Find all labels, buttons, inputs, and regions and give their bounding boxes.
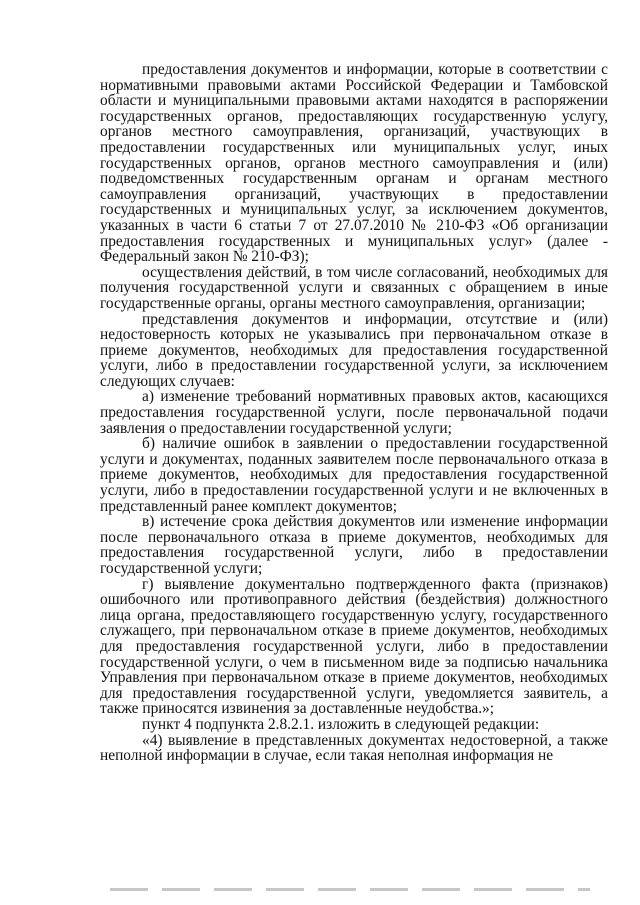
- paragraph-3: представления документов и информации, отсутствие и (или) недостоверность которых не указывались при первоначальном отказе в приеме документов, необходимых для предоставления государственной услуги, либо в предоставлении государственной услуги, за исключением следующих случаев:: [100, 310, 608, 390]
- list-item-g: г) выявление документально подтвержденного факта (признаков) ошибочного или противоправного действия (бездействия) должностного лица органа, предоставляющего государственную услугу, государственного служащего, при первоначальном отказе в приеме документов, необходимых для предоставления государственной услуги, либо в предоставлении государственной услуги, о чем в письменном виде за подписью начальника Управления при первоначальном отказе в приеме документов, необходимых для предоставления государственной услуги, уведомляется заявитель, а также приносятся извинения за доставленные неудобства.»;: [100, 575, 608, 718]
- list-item-b: б) наличие ошибок в заявлении о предоставлении государственной услуги и документах, поданных заявителем после первоначального отказа в приеме документов, необходимых для предоставления государственной услуги, либо в предоставлении государственной услуги и не включенных в представленный ранее комплект документов;: [100, 435, 608, 515]
- paragraph-2: осуществления действий, в том числе согласований, необходимых для получения государственной услуги и связанных с обращением в иные государственные органы, органы местного самоуправления, организации;: [100, 263, 608, 312]
- scan-artifact-line: [110, 888, 590, 891]
- paragraph-amendment-text: «4) выявление в представленных документах недостоверной, а также неполной информации в случае, если такая неполная информация не: [100, 731, 608, 765]
- list-item-v: в) истечение срока действия документов или изменение информации после первоначального отказа в приеме документов, необходимых для предоставления государственной услуги, либо в предоставлении государственной услуги;: [100, 513, 608, 577]
- paragraph-amendment-intro: пункт 4 подпункта 2.8.2.1. изложить в следующей редакции:: [142, 715, 540, 733]
- paragraph-1: предоставления документов и информации, которые в соответствии с нормативными правовыми актами Российской Федерации и Тамбовской области и муниципальными правовыми актами находятся в распоряжении государственных органов, предоставляющих государственную услугу, органов местного самоуправления, организаций, участвующих в предоставлении государственных или муниципальных услуг, иных государственных органов, органов местного самоуправления и (или) подведомственных государственным органам и органам местного самоуправления организаций, участвующих в предоставлении государственных и муниципальных услуг, за исключением документов, указанных в части 6 статьи 7 от 27.07.2010 № 210-ФЗ «Об организации предоставления государственных и муниципальных услуг» (далее - Федеральный закон № 210-ФЗ);: [100, 61, 608, 266]
- document-body: [100, 62, 608, 764]
- list-item-a: а) изменение требований нормативных правовых актов, касающихся предоставления государственной услуги, после первоначальной подачи заявления о предоставлении государственной услуги;: [100, 388, 608, 437]
